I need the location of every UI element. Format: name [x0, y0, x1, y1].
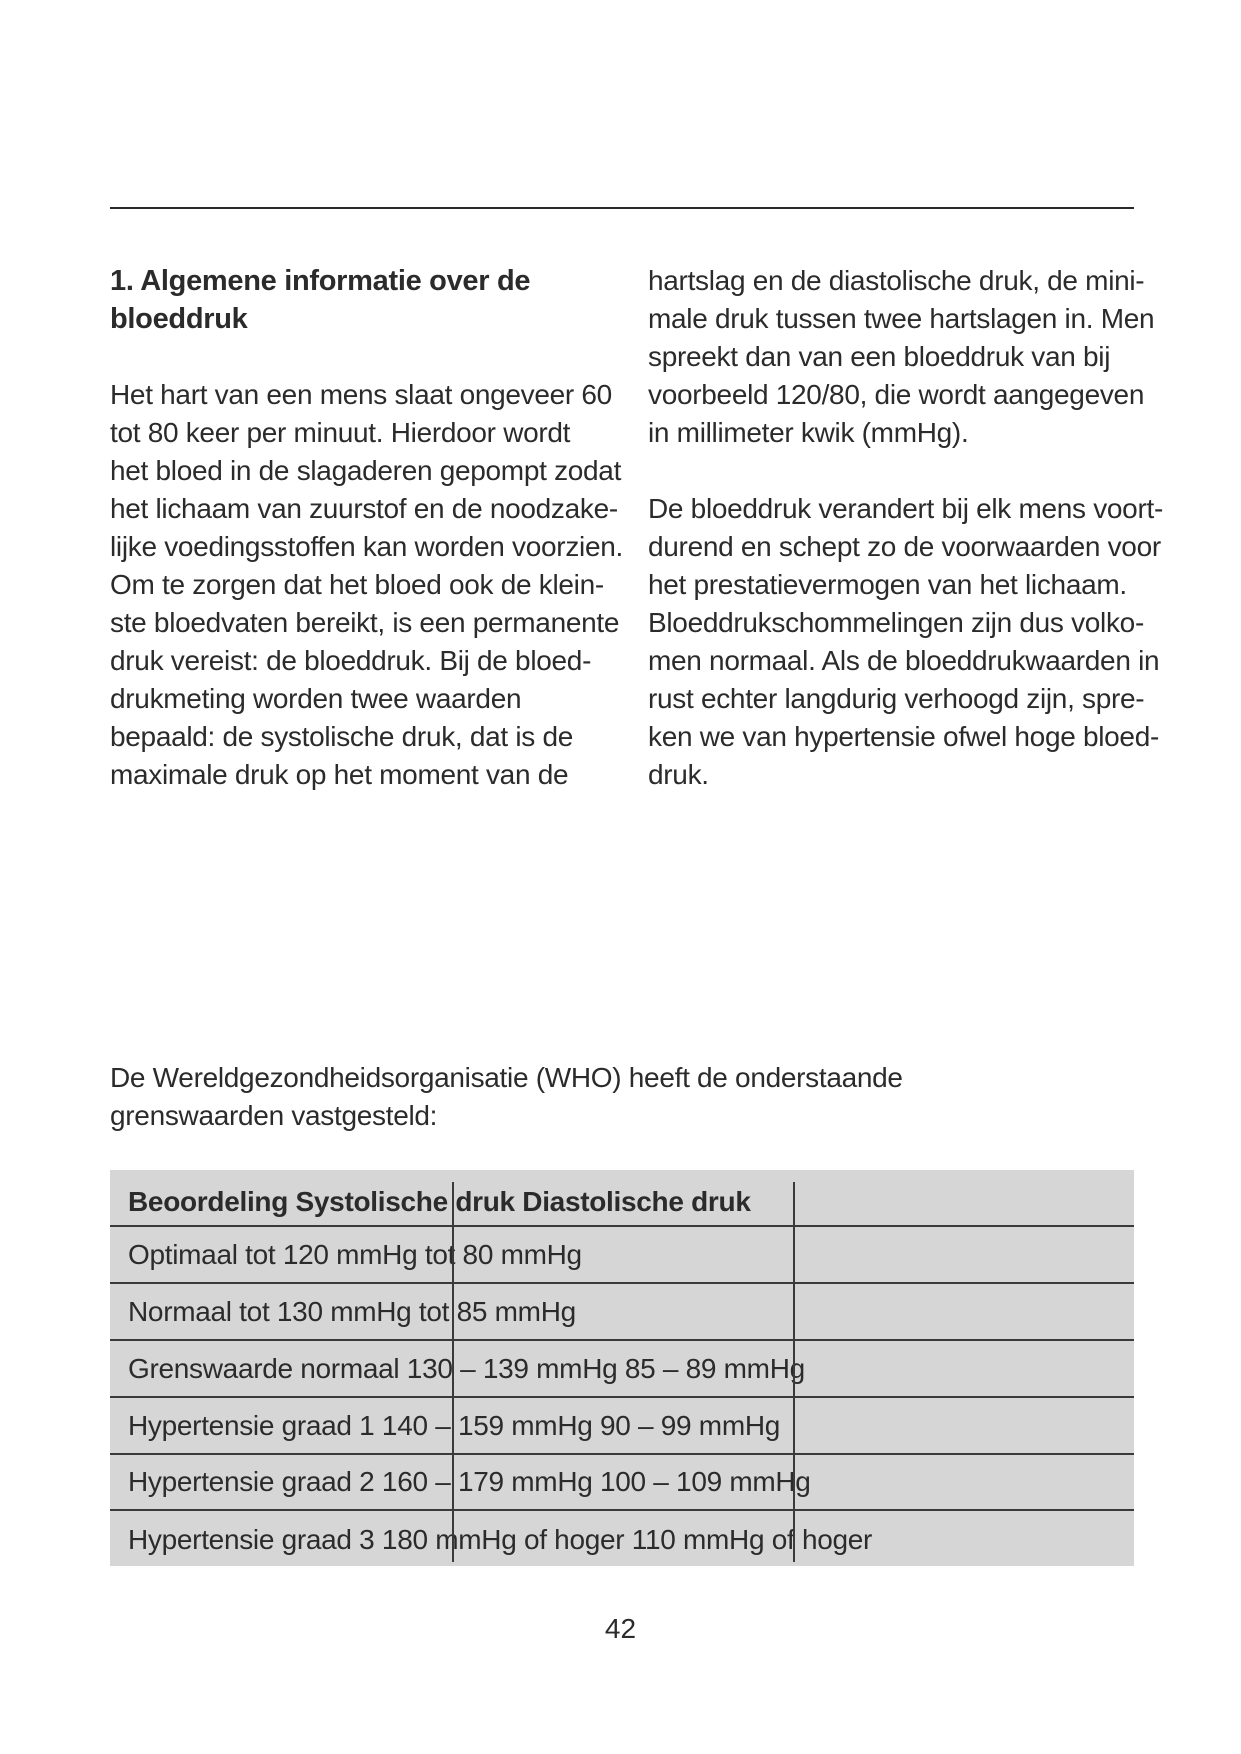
table-row-text: Optimaal tot 120 mmHg tot 80 mmHg — [128, 1239, 582, 1270]
column-divider — [793, 1182, 795, 1562]
table-row-text: Hypertensie graad 2 160 – 179 mmHg 100 – 109 mmHg — [128, 1466, 811, 1497]
text-line: druk vereist: de bloeddruk. Bij de bloed- — [110, 645, 592, 676]
text-line: De bloeddruk verandert bij elk mens voort- — [648, 493, 1163, 524]
text-line: bepaald: de systolische druk, dat is de — [110, 721, 574, 752]
table-row-text: Hypertensie graad 1 140 – 159 mmHg 90 – 99 mmHg — [128, 1410, 781, 1441]
table-row — [110, 1226, 1134, 1283]
table-row — [110, 1511, 1134, 1568]
text-line: Het hart van een mens slaat ongeveer 60 — [110, 379, 612, 410]
text-line: het bloed in de slagaderen gepompt zodat — [110, 455, 622, 486]
text-line: het lichaam van zuurstof en de noodzake- — [110, 493, 618, 524]
bloodpressure-table — [110, 1170, 1134, 1566]
text-line: maximale druk op het moment van de — [110, 759, 569, 790]
who-intro — [110, 1059, 903, 1135]
text-line: voorbeeld 120/80, die wordt aangegeven — [648, 379, 1145, 410]
table-row-text: Normaal tot 130 mmHg tot 85 mmHg — [128, 1296, 576, 1327]
table-row-text: Grenswaarde normaal 130 – 139 mmHg 85 – 89 mmHg — [128, 1353, 805, 1384]
text-line: durend en schept zo de voorwaarden voor — [648, 531, 1161, 562]
text-line: Bloeddrukschommelingen zijn dus volko- — [648, 607, 1144, 638]
text-line: in millimeter kwik (mmHg). — [648, 417, 969, 448]
table-row — [110, 1397, 1134, 1454]
text-line: Om te zorgen dat het bloed ook de klein- — [110, 569, 604, 600]
text-line: drukmeting worden twee waarden — [110, 683, 522, 714]
text-line: male druk tussen twee hartslagen in. Men — [648, 303, 1155, 334]
text-line: druk. — [648, 759, 709, 790]
heading-line: 1. Algemene informatie over de — [110, 265, 531, 297]
table-row — [110, 1453, 1134, 1510]
table-header-text: Beoordeling Systolische druk Diastolische druk — [128, 1186, 751, 1217]
text-line: rust echter langdurig verhoogd zijn, spre- — [648, 683, 1145, 714]
text-line: hartslag en de diastolische druk, de mini- — [648, 265, 1145, 296]
text-line: ken we van hypertensie ofwel hoge bloed- — [648, 721, 1160, 752]
text-line: De Wereldgezondheidsorganisatie (WHO) heeft de onderstaande — [110, 1062, 903, 1093]
right-paragraph-2 — [648, 490, 1163, 794]
page-number: 42 — [604, 1613, 637, 1644]
text-line: tot 80 keer per minuut. Hierdoor wordt — [110, 417, 571, 448]
right-paragraph-1 — [648, 262, 1155, 452]
heading-line: bloeddruk — [110, 303, 248, 335]
text-line: ste bloedvaten bereikt, is een permanente — [110, 607, 620, 638]
text-line: spreekt dan van een bloeddruk van bij — [648, 341, 1111, 372]
section-heading — [110, 262, 610, 338]
table-row-text: Hypertensie graad 3 180 mmHg of hoger 110 mmHg of hoger — [128, 1524, 873, 1555]
table-row — [110, 1283, 1134, 1340]
text-line: lijke voedingsstoffen kan worden voorzien. — [110, 531, 623, 562]
right-column — [648, 262, 1163, 832]
text-line: het prestatievermogen van het lichaam. — [648, 569, 1127, 600]
top-divider — [110, 207, 1134, 209]
column-divider — [452, 1182, 454, 1562]
text-line: grenswaarden vastgesteld: — [110, 1100, 438, 1131]
text-line: men normaal. Als de bloeddrukwaarden in — [648, 645, 1160, 676]
left-column — [110, 262, 623, 832]
table-header-row — [110, 1173, 1134, 1230]
left-paragraph — [110, 376, 623, 794]
table-row — [110, 1340, 1134, 1397]
